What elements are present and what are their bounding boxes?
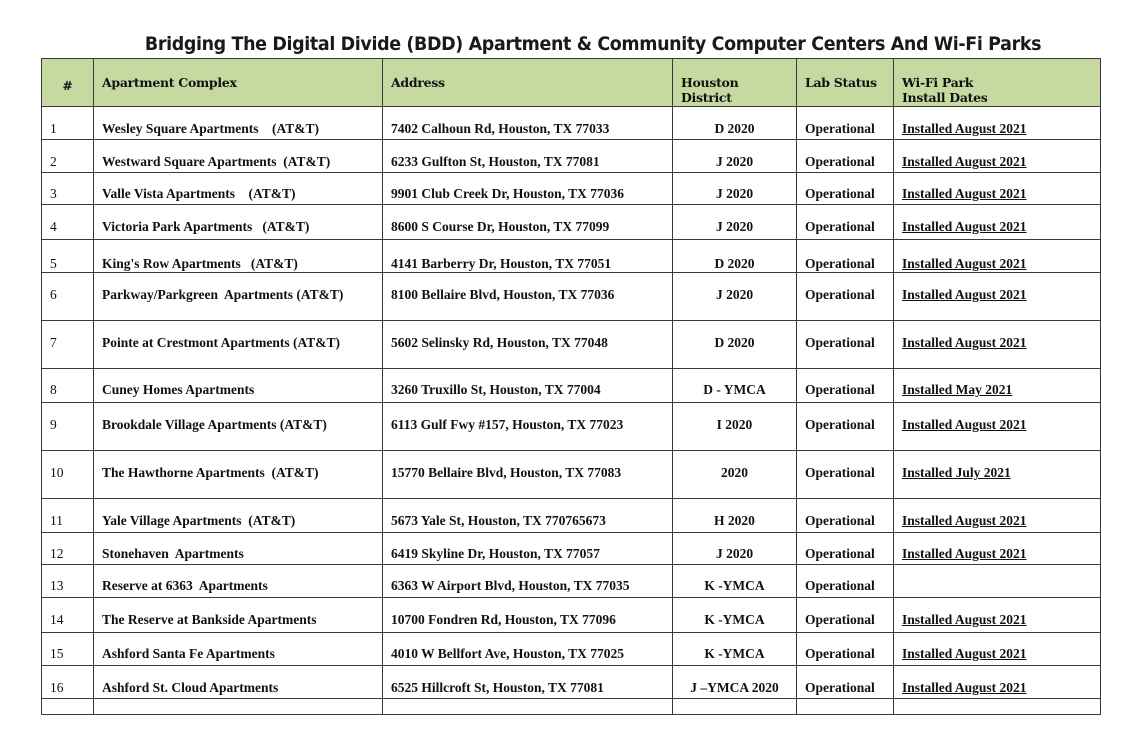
cell-district: D 2020 xyxy=(673,107,797,140)
cell-wifi-install-date: Installed August 2021 xyxy=(894,140,1101,173)
cell-lab-status: Operational xyxy=(797,533,894,565)
cell-lab-status: Operational xyxy=(797,633,894,666)
table-row xyxy=(42,240,1101,273)
table-header-row xyxy=(42,59,1101,107)
cell-district: J 2020 xyxy=(673,273,797,321)
cell-apartment-complex: Cuney Homes Apartments xyxy=(94,369,383,403)
cell-apartment-complex: Ashford Santa Fe Apartments xyxy=(94,633,383,666)
header-district-line1: Houston xyxy=(681,75,739,90)
cell-wifi-install-date: Installed August 2021 xyxy=(894,205,1101,240)
cell-district: J 2020 xyxy=(673,140,797,173)
table-row xyxy=(42,598,1101,633)
cell-district: H 2020 xyxy=(673,499,797,533)
table-row xyxy=(42,666,1101,699)
cell-wifi-install-date xyxy=(894,565,1101,598)
cell-number: 5 xyxy=(42,240,94,273)
cell-number: 11 xyxy=(42,499,94,533)
cell-address: 7402 Calhoun Rd, Houston, TX 77033 xyxy=(383,107,673,140)
cell-apartment-complex: The Reserve at Bankside Apartments xyxy=(94,598,383,633)
cell-address: 6419 Skyline Dr, Houston, TX 77057 xyxy=(383,533,673,565)
cell-apartment-complex: Victoria Park Apartments (AT&T) xyxy=(94,205,383,240)
cell-apartment-complex: Parkway/Parkgreen Apartments (AT&T) xyxy=(94,273,383,321)
table-row xyxy=(42,369,1101,403)
header-district-line2: District xyxy=(681,90,732,105)
table-row xyxy=(42,173,1101,205)
cell-district: K -YMCA xyxy=(673,633,797,666)
header-number: # xyxy=(42,59,94,107)
header-apartment-complex: Apartment Complex xyxy=(94,59,383,107)
cell-district: J 2020 xyxy=(673,205,797,240)
cell-district xyxy=(673,699,797,715)
cell-number: 10 xyxy=(42,451,94,499)
cell-wifi-install-date: Installed August 2021 xyxy=(894,403,1101,451)
cell-district: I 2020 xyxy=(673,403,797,451)
cell-number: 6 xyxy=(42,273,94,321)
cell-address: 4141 Barberry Dr, Houston, TX 77051 xyxy=(383,240,673,273)
table-row xyxy=(42,140,1101,173)
cell-apartment-complex: Ashford St. Cloud Apartments xyxy=(94,666,383,699)
cell-wifi-install-date: Installed May 2021 xyxy=(894,369,1101,403)
cell-lab-status: Operational xyxy=(797,240,894,273)
header-wifi-line1: Wi-Fi Park xyxy=(902,75,974,90)
cell-number: 8 xyxy=(42,369,94,403)
cell-apartment-complex: Brookdale Village Apartments (AT&T) xyxy=(94,403,383,451)
cell-wifi-install-date: Installed August 2021 xyxy=(894,499,1101,533)
header-lab-status: Lab Status xyxy=(797,59,894,107)
cell-lab-status: Operational xyxy=(797,598,894,633)
cell-number: 12 xyxy=(42,533,94,565)
cell-lab-status: Operational xyxy=(797,403,894,451)
cell-wifi-install-date: Installed August 2021 xyxy=(894,666,1101,699)
cell-wifi-install-date: Installed August 2021 xyxy=(894,107,1101,140)
cell-number: 1 xyxy=(42,107,94,140)
cell-address: 8100 Bellaire Blvd, Houston, TX 77036 xyxy=(383,273,673,321)
cell-number: 2 xyxy=(42,140,94,173)
cell-district: D - YMCA xyxy=(673,369,797,403)
cell-number: 7 xyxy=(42,321,94,369)
cell-district: D 2020 xyxy=(673,240,797,273)
cell-address: 5602 Selinsky Rd, Houston, TX 77048 xyxy=(383,321,673,369)
cell-address: 6233 Gulfton St, Houston, TX 77081 xyxy=(383,140,673,173)
table-row xyxy=(42,451,1101,499)
cell-address: 10700 Fondren Rd, Houston, TX 77096 xyxy=(383,598,673,633)
cell-wifi-install-date: Installed August 2021 xyxy=(894,633,1101,666)
table-row xyxy=(42,321,1101,369)
cell-lab-status: Operational xyxy=(797,321,894,369)
cell-lab-status: Operational xyxy=(797,273,894,321)
cell-lab-status: Operational xyxy=(797,107,894,140)
document-title: Bridging The Digital Divide (BDD) Apartment & Community Computer Centers And Wi-Fi Parks xyxy=(144,33,1042,55)
cell-wifi-install-date: Installed August 2021 xyxy=(894,533,1101,565)
cell-number: 14 xyxy=(42,598,94,633)
table-row xyxy=(42,499,1101,533)
cell-number xyxy=(42,699,94,715)
header-wifi-install xyxy=(894,59,1101,107)
cell-address: 6113 Gulf Fwy #157, Houston, TX 77023 xyxy=(383,403,673,451)
table-row xyxy=(42,403,1101,451)
cell-address xyxy=(383,699,673,715)
cell-district: J –YMCA 2020 xyxy=(673,666,797,699)
cell-apartment-complex: Wesley Square Apartments (AT&T) xyxy=(94,107,383,140)
table-row xyxy=(42,699,1101,715)
cell-number: 16 xyxy=(42,666,94,699)
cell-wifi-install-date: Installed August 2021 xyxy=(894,173,1101,205)
cell-address: 5673 Yale St, Houston, TX 770765673 xyxy=(383,499,673,533)
cell-lab-status: Operational xyxy=(797,205,894,240)
cell-district: 2020 xyxy=(673,451,797,499)
table-row xyxy=(42,633,1101,666)
cell-address: 6363 W Airport Blvd, Houston, TX 77035 xyxy=(383,565,673,598)
cell-apartment-complex: Stonehaven Apartments xyxy=(94,533,383,565)
cell-lab-status: Operational xyxy=(797,140,894,173)
apartment-centers-table xyxy=(41,58,1101,715)
table-row xyxy=(42,565,1101,598)
cell-address: 3260 Truxillo St, Houston, TX 77004 xyxy=(383,369,673,403)
table-row xyxy=(42,107,1101,140)
cell-wifi-install-date: Installed August 2021 xyxy=(894,240,1101,273)
cell-apartment-complex: Valle Vista Apartments (AT&T) xyxy=(94,173,383,205)
table-row xyxy=(42,533,1101,565)
cell-apartment-complex xyxy=(94,699,383,715)
cell-lab-status: Operational xyxy=(797,499,894,533)
header-wifi-line2: Install Dates xyxy=(902,90,988,105)
cell-lab-status: Operational xyxy=(797,451,894,499)
table-row xyxy=(42,273,1101,321)
cell-apartment-complex: Pointe at Crestmont Apartments (AT&T) xyxy=(94,321,383,369)
cell-apartment-complex: Yale Village Apartments (AT&T) xyxy=(94,499,383,533)
cell-lab-status: Operational xyxy=(797,565,894,598)
cell-number: 4 xyxy=(42,205,94,240)
cell-wifi-install-date: Installed August 2021 xyxy=(894,321,1101,369)
cell-wifi-install-date: Installed July 2021 xyxy=(894,451,1101,499)
cell-number: 9 xyxy=(42,403,94,451)
cell-apartment-complex: King's Row Apartments (AT&T) xyxy=(94,240,383,273)
cell-wifi-install-date xyxy=(894,699,1101,715)
cell-wifi-install-date: Installed August 2021 xyxy=(894,273,1101,321)
table-row xyxy=(42,205,1101,240)
cell-district: K -YMCA xyxy=(673,565,797,598)
cell-number: 15 xyxy=(42,633,94,666)
cell-lab-status: Operational xyxy=(797,666,894,699)
header-address: Address xyxy=(383,59,673,107)
header-houston-district xyxy=(673,59,797,107)
cell-number: 3 xyxy=(42,173,94,205)
cell-district: K -YMCA xyxy=(673,598,797,633)
cell-address: 8600 S Course Dr, Houston, TX 77099 xyxy=(383,205,673,240)
cell-lab-status: Operational xyxy=(797,173,894,205)
cell-number: 13 xyxy=(42,565,94,598)
cell-address: 6525 Hillcroft St, Houston, TX 77081 xyxy=(383,666,673,699)
cell-apartment-complex: The Hawthorne Apartments (AT&T) xyxy=(94,451,383,499)
cell-wifi-install-date: Installed August 2021 xyxy=(894,598,1101,633)
cell-apartment-complex: Reserve at 6363 Apartments xyxy=(94,565,383,598)
cell-lab-status xyxy=(797,699,894,715)
cell-district: D 2020 xyxy=(673,321,797,369)
cell-address: 4010 W Bellfort Ave, Houston, TX 77025 xyxy=(383,633,673,666)
cell-address: 15770 Bellaire Blvd, Houston, TX 77083 xyxy=(383,451,673,499)
cell-address: 9901 Club Creek Dr, Houston, TX 77036 xyxy=(383,173,673,205)
cell-lab-status: Operational xyxy=(797,369,894,403)
cell-district: J 2020 xyxy=(673,533,797,565)
cell-district: J 2020 xyxy=(673,173,797,205)
cell-apartment-complex: Westward Square Apartments (AT&T) xyxy=(94,140,383,173)
